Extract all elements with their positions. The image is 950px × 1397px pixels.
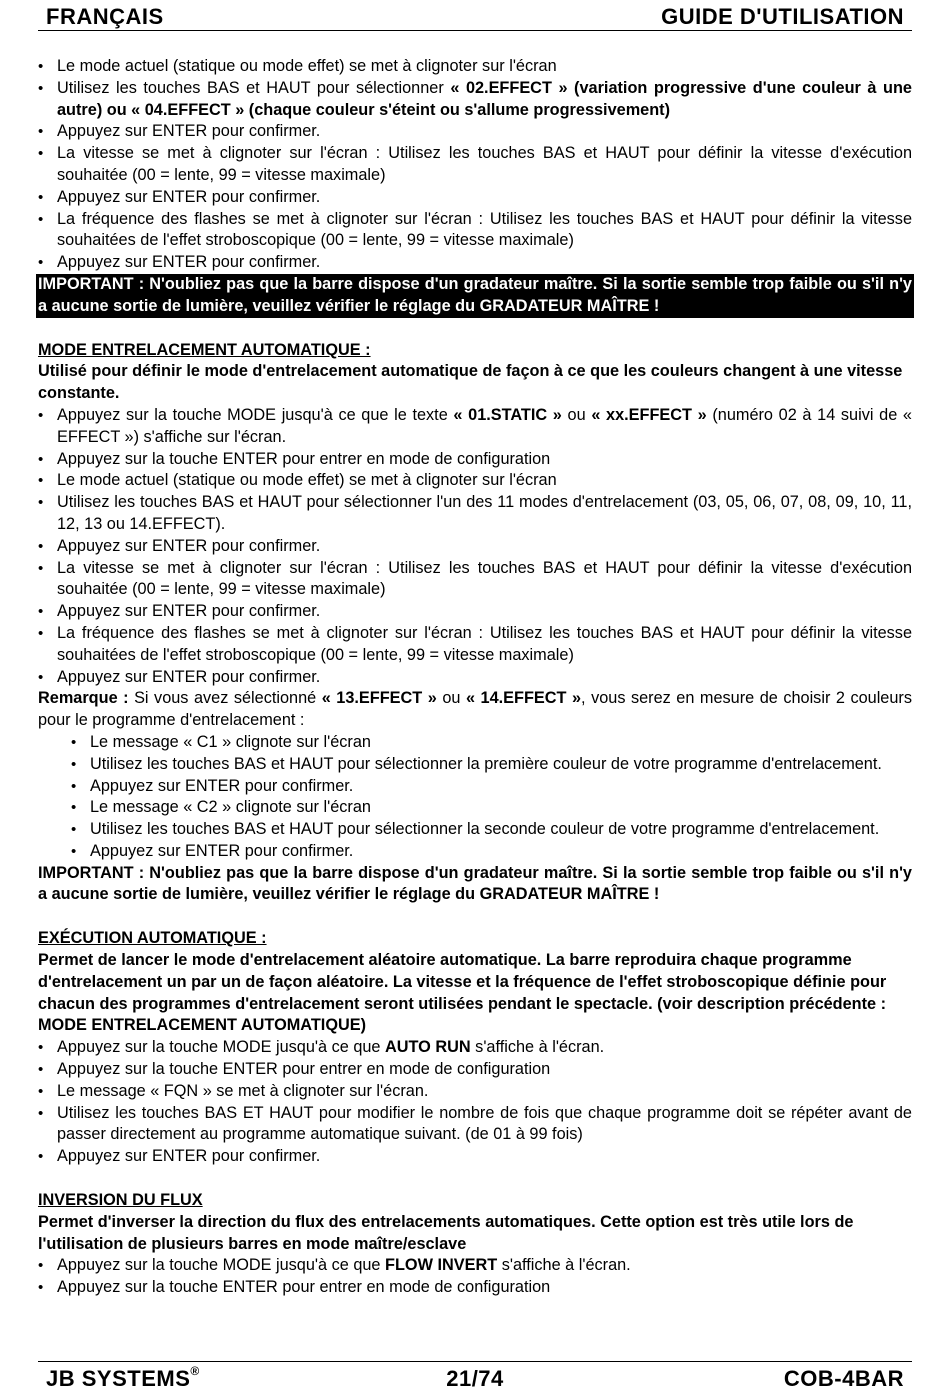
list-item: • Le mode actuel (statique ou mode effet) se met à clignoter sur l'écran (38, 56, 912, 78)
section2-list (38, 405, 912, 688)
list-item: • La vitesse se met à clignoter sur l'écran : Utilisez les touches BAS et HAUT pour définir la vitesse d'exécution souhaitée (00 = lente, 99 = vitesse maximale) (38, 558, 912, 602)
section-title-flow-invert: INVERSION DU FLUX (38, 1191, 203, 1210)
list-item: • Appuyez sur ENTER pour confirmer. (38, 667, 912, 689)
page-content (38, 56, 912, 1299)
section1-list (38, 56, 912, 274)
section-intro: Permet d'inverser la direction du flux des entrelacements automatiques. Cette option est très utile lors de l'utilisation de plusieurs barres en mode maître/esclave (38, 1212, 854, 1253)
list-item: • Appuyez sur ENTER pour confirmer. (71, 841, 912, 863)
list-item: • La fréquence des flashes se met à clignoter sur l'écran : Utilisez les touches BAS et HAUT pour définir la vitesse souhaitées de l'effet stroboscopique (00 = lente, 99 = vitesse maximale) (38, 209, 912, 253)
list-item: • Le message « C1 » clignote sur l'écran (71, 732, 912, 754)
important-notice: IMPORTANT : N'oubliez pas que la barre dispose d'un gradateur maître. Si la sortie semble trop faible ou s'il n'y a aucune sortie de lumière, veuillez vérifier le réglage du GRADATEUR MAÎTRE ! (38, 863, 912, 904)
list-item: • Appuyez sur ENTER pour confirmer. (38, 536, 912, 558)
list-item: • Le message « C2 » clignote sur l'écran (71, 797, 912, 819)
list-item: • Le mode actuel (statique ou mode effet) se met à clignoter sur l'écran (38, 470, 912, 492)
list-item: • Appuyez sur la touche MODE jusqu'à ce que le texte « 01.STATIC » ou « xx.EFFECT » (numéro 02 à 14 suivi de « EFFECT ») s'affiche sur l'écran. (38, 405, 912, 449)
remark-sublist (38, 732, 912, 863)
list-item: • Appuyez sur la touche MODE jusqu'à ce que FLOW INVERT s'affiche à l'écran. (38, 1255, 912, 1277)
important-notice: IMPORTANT : N'oubliez pas que la barre dispose d'un gradateur maître. Si la sortie semble trop faible ou s'il n'y a aucune sortie de lumière, veuillez vérifier le réglage du GRADATEUR MAÎTRE ! (36, 274, 914, 318)
header-language: FRANÇAIS (46, 4, 164, 29)
section4-list (38, 1255, 912, 1299)
section-title-auto-chase: MODE ENTRELACEMENT AUTOMATIQUE : (38, 340, 371, 359)
list-item: • La fréquence des flashes se met à clignoter sur l'écran : Utilisez les touches BAS et HAUT pour définir la vitesse souhaitées de l'effet stroboscopique (00 = lente, 99 = vitesse maximale) (38, 623, 912, 667)
remark: Remarque : Si vous avez sélectionné « 13.EFFECT » ou « 14.EFFECT », vous serez en mesure de choisir 2 couleurs pour le programme d'entrelacement : (38, 689, 912, 730)
list-item: • La vitesse se met à clignoter sur l'écran : Utilisez les touches BAS et HAUT pour définir la vitesse d'exécution souhaitée (00 = lente, 99 = vitesse maximale) (38, 143, 912, 187)
footer-model: COB-4BAR (783, 1366, 904, 1391)
list-item: • Appuyez sur ENTER pour confirmer. (38, 121, 912, 143)
section-intro: Permet de lancer le mode d'entrelacement aléatoire automatique. La barre reproduira chaque programme d'entrelacement un par un de façon aléatoire. La vitesse et la fréquence de l'effet stroboscopique définie pour chacun des programmes d'entrelacement seront utilisées pendant le spectacle. (voir description précédente : MODE ENTRELACEMENT AUTOMATIQUE) (38, 951, 887, 1035)
header-guide-title: GUIDE D'UTILISATION (661, 4, 904, 29)
section3-list (38, 1037, 912, 1168)
list-item: • Utilisez les touches BAS et HAUT pour sélectionner « 02.EFFECT » (variation progressive d'une couleur à une autre) ou « 04.EFFECT » (chaque couleur s'éteint ou s'allume progressivement) (38, 78, 912, 122)
page-header (38, 2, 912, 31)
list-item: • Appuyez sur ENTER pour confirmer. (38, 252, 912, 274)
list-item: • Appuyez sur ENTER pour confirmer. (71, 776, 912, 798)
page-number: 21/74 (446, 1366, 504, 1391)
list-item: • Utilisez les touches BAS et HAUT pour sélectionner la première couleur de votre programme d'entrelacement. (71, 754, 912, 776)
list-item: • Appuyez sur la touche ENTER pour entrer en mode de configuration (38, 1059, 912, 1081)
list-item: • Utilisez les touches BAS et HAUT pour sélectionner la seconde couleur de votre programme d'entrelacement. (71, 819, 912, 841)
list-item: • Appuyez sur ENTER pour confirmer. (38, 1146, 912, 1168)
list-item: • Le message « FQN » se met à clignoter sur l'écran. (38, 1081, 912, 1103)
list-item: • Appuyez sur la touche MODE jusqu'à ce que AUTO RUN s'affiche à l'écran. (38, 1037, 912, 1059)
page-footer (38, 1361, 912, 1394)
registered-mark: ® (190, 1364, 200, 1378)
list-item: • Utilisez les touches BAS et HAUT pour sélectionner l'un des 11 modes d'entrelacement (03, 05, 06, 07, 08, 09, 10, 11, 12, 13 ou 14.EFFECT). (38, 492, 912, 536)
section-title-auto-run: EXÉCUTION AUTOMATIQUE : (38, 929, 267, 948)
section-intro: Utilisé pour définir le mode d'entrelacement automatique de façon à ce que les couleurs changent à une vitesse constante. (38, 362, 903, 403)
list-item: • Appuyez sur ENTER pour confirmer. (38, 187, 912, 209)
list-item: • Utilisez les touches BAS ET HAUT pour modifier le nombre de fois que chaque programme doit se répéter avant de passer directement au programme automatique suivant. (de 01 à 99 fois) (38, 1103, 912, 1147)
list-item: • Appuyez sur ENTER pour confirmer. (38, 601, 912, 623)
list-item: • Appuyez sur la touche ENTER pour entrer en mode de configuration (38, 449, 912, 471)
list-item: • Appuyez sur la touche ENTER pour entrer en mode de configuration (38, 1277, 912, 1299)
footer-brand: JB SYSTEMS® (46, 1364, 200, 1391)
